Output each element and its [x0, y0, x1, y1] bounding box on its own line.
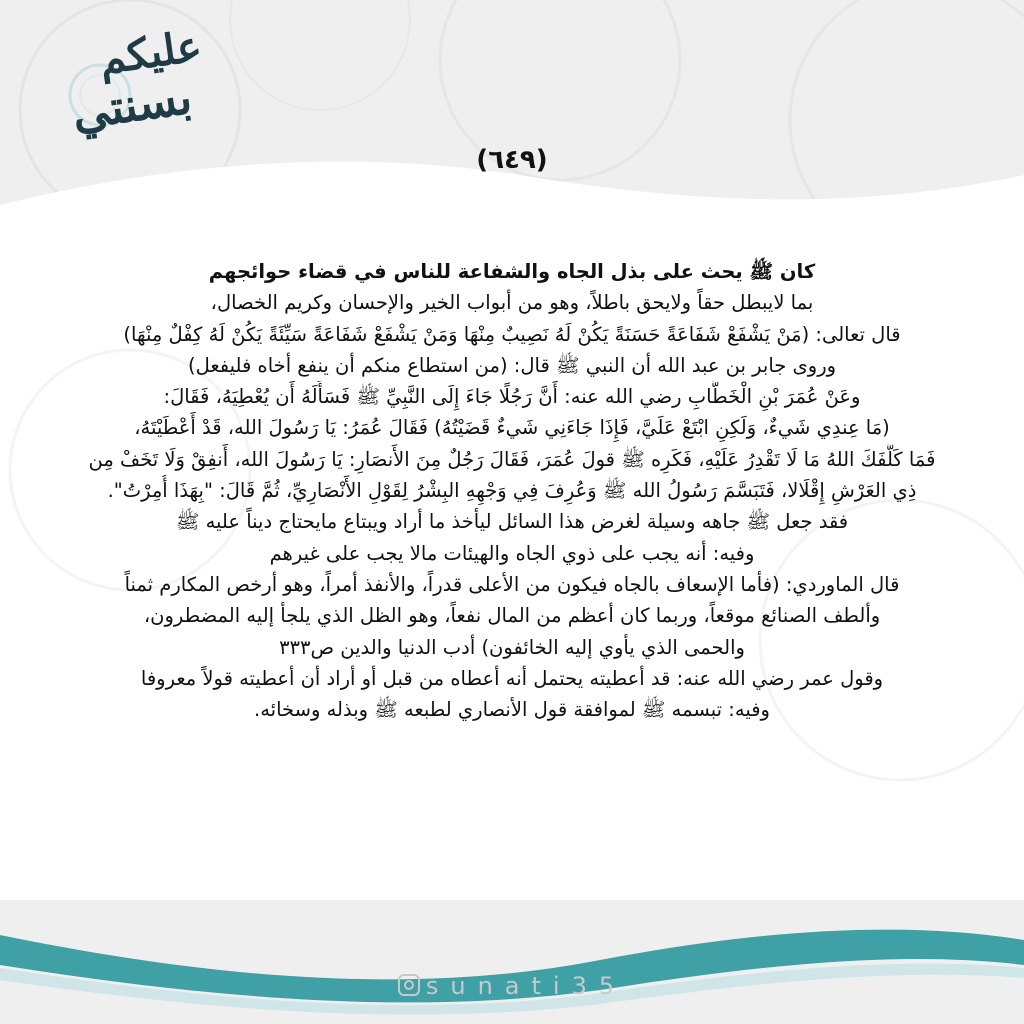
text-line: وقول عمر رضي الله عنه: قد أعطيته يحتمل أنه أعطاه من قبل أو أراد أن أعطيته قولاً معروفا — [140, 666, 884, 690]
text-line: قال الماوردي: (فأما الإسعاف بالجاه فيكون من الأعلى قدراً، والأنفذ أمراً، وهو أرخص المكارم ثمناً — [124, 572, 900, 596]
logo-text-line1: عليكم — [96, 21, 205, 84]
text-line: كان ﷺ يحث على بذل الجاه والشفاعة للناس في قضاء حوائجهم — [208, 260, 816, 283]
text-line: (مَا عِندِي شَيءٌ، وَلَكِنِ ابْتَعْ عَلَيَّ، فَإِذَا جَاءَنِي شَيءٌ قَضَيْتُهُ) فَقَالَ عُمَرُ: يَا رَسُولَ الله، قَدْ أَعْطَيْتَهُ، — [134, 416, 890, 440]
handle-text: sunati35 — [425, 972, 627, 1000]
text-line: فقد جعل ﷺ جاهه وسيلة لغرض هذا السائل ليأخذ ما أراد ويبتاع مايحتاج ديناً عليه ﷺ — [175, 510, 849, 534]
text-line: قال تعالى: (مَنْ يَشْفَعْ شَفَاعَةً حَسَنَةً يَكُنْ لَهُ نَصِيبٌ مِنْهَا وَمَنْ يَشْفَعْ شَفَاعَةً سَيِّئَةً يَكُنْ لَهُ كِفْلٌ مِنْهَا) — [123, 322, 901, 346]
text-line: ذِي العَرْشِ إِقْلَالا، فَتَبَسَّمَ رَسُولُ الله ﷺ وَعُرِفَ فِي وَجْهِهِ البِشْرُ لِقَوْلِ الأَنْصَارِيِّ، ثُمَّ قَالَ: "بِهَذَا أُمِرْتُ". — [107, 479, 917, 503]
text-line: وفيه: تبسمه ﷺ لموافقة قول الأنصاري لطبعه ﷺ وبذله وسخائه. — [254, 698, 770, 722]
text-line: فَمَا كَلَّفَكَ اللهُ مَا لَا تَقْدِرُ عَلَيْهِ، فَكَرِه ﷺ قولَ عُمَرَ، فَقَالَ رَجُلٌ مِنَ الأَنصَارِ: يَا رَسُولَ الله، أَنفِقْ وَلَا تَخَفْ مِن — [88, 447, 936, 471]
text-line: وألطف الصنائع موقعاً، وربما كان أعظم من المال نفعاً، وهو الظل الذي يلجأ إليه المضطرون، — [143, 604, 881, 628]
article-body — [40, 256, 984, 725]
text-line: بما لايبطل حقاً ولايحق باطلاً، وهو من أبواب الخير والإحسان وكريم الخصال، — [210, 291, 814, 315]
footer-waves — [0, 880, 1024, 1024]
page-number: (٦٤٩) — [476, 145, 548, 175]
instagram-icon — [398, 974, 420, 996]
text-line: والحمى الذي يأوي إليه الخائفون) أدب الدنيا والدين ص٣٣٣ — [279, 635, 745, 659]
social-handle — [0, 972, 1024, 1000]
brand-logo — [60, 20, 210, 150]
text-line: وعَنْ عُمَرَ بْنِ الْخَطَّابِ رضي الله عنه: أَنَّ رَجُلًا جَاءَ إِلَى النَّبِيِّ ﷺ فَسَأَلَهُ أَن يُعْطِيَهُ، فَقَالَ: — [163, 385, 861, 409]
text-line: وفيه: أنه يجب على ذوي الجاه والهيئات مالا يجب على غيرهم — [269, 541, 755, 565]
logo-text-line2: بسنتي — [68, 69, 196, 141]
text-line: وروى جابر بن عبد الله أن النبي ﷺ قال: (من استطاع منكم أن ينفع أخاه فليفعل) — [187, 353, 837, 377]
